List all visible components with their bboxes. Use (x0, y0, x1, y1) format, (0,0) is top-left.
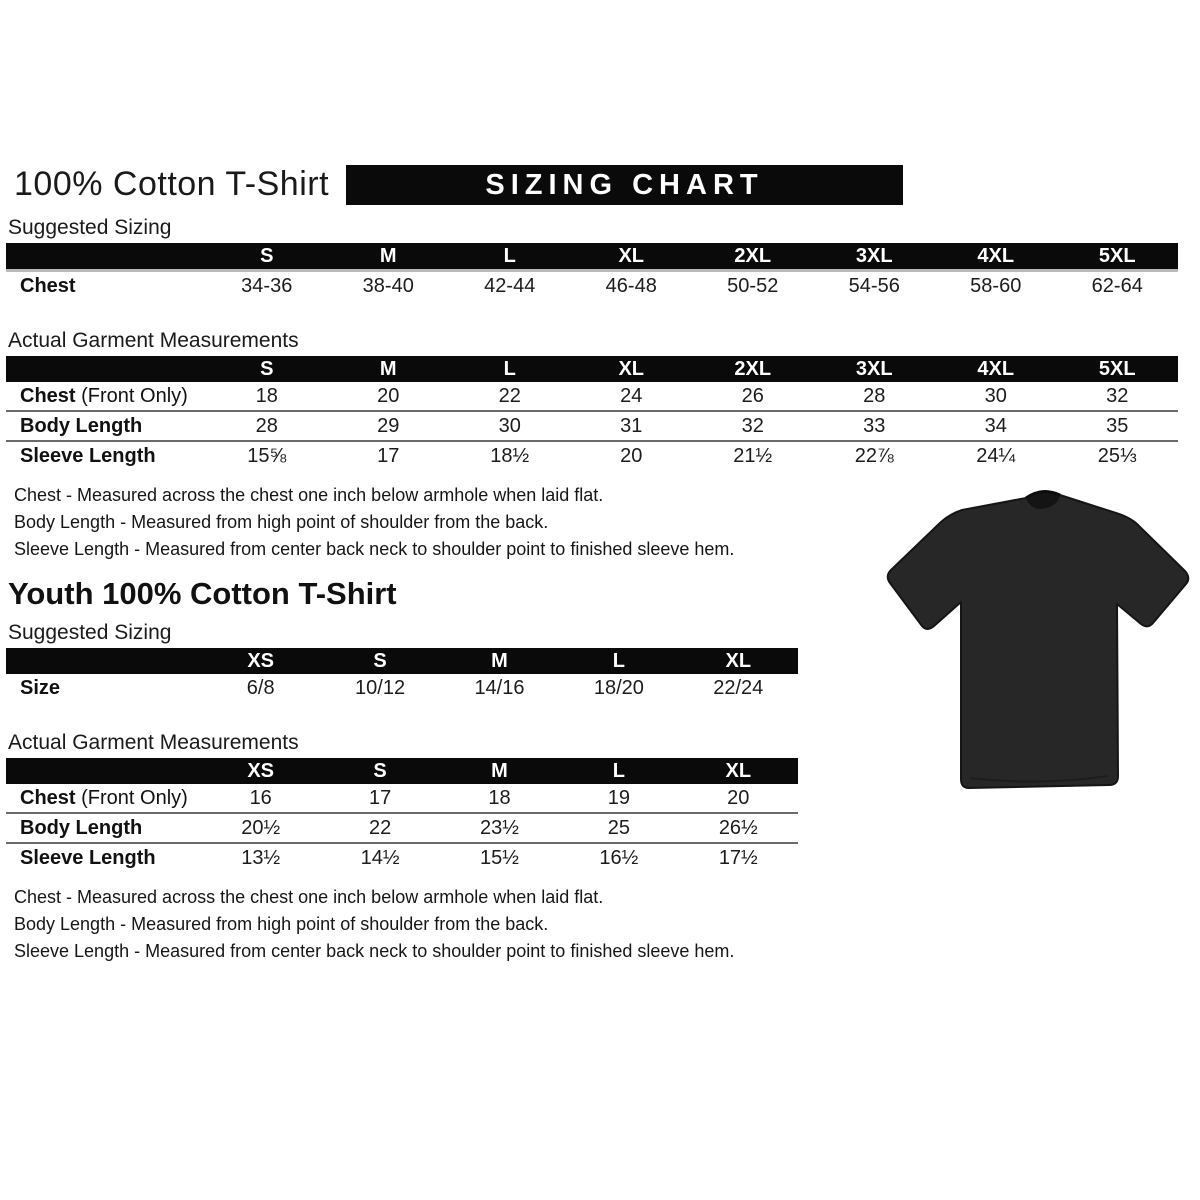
table-cell: 15½ (440, 843, 559, 872)
row-label: Chest (Front Only) (20, 786, 188, 809)
column-header: XL (571, 243, 693, 271)
table-cell: 30 (984, 384, 1007, 407)
table-cell: 26 (741, 384, 764, 407)
table-cell: 22 (320, 813, 439, 843)
column-header: XS (201, 758, 320, 784)
table-cell: 30 (449, 411, 571, 441)
table-cell: 25 (559, 813, 678, 843)
column-header: M (328, 356, 450, 382)
title-row (6, 163, 1194, 207)
table-cell: 22/24 (713, 677, 764, 699)
table-cell: 21½ (692, 441, 814, 470)
table-cell: 34-36 (241, 275, 293, 297)
table-cell: 32 (692, 411, 814, 441)
note-chest: Chest - Measured across the chest one inch below armhole when laid flat. (14, 887, 604, 907)
table-cell: 34 (935, 411, 1057, 441)
table-cell: 14½ (320, 843, 439, 872)
column-header: M (328, 243, 450, 271)
youth-section-title: Youth 100% Cotton T-Shirt (8, 576, 397, 611)
column-header: S (320, 758, 439, 784)
column-header: 5XL (1057, 356, 1179, 382)
note-body-length: Body Length - Measured from high point of shoulder from the back. (14, 914, 549, 934)
table-row (6, 784, 798, 813)
column-header: L (449, 243, 571, 271)
note-chest: Chest - Measured across the chest one inch below armhole when laid flat. (14, 485, 604, 505)
table-cell: 24 (620, 384, 643, 407)
table-cell: 54-56 (848, 275, 900, 297)
table-cell: 42-44 (484, 275, 536, 297)
column-header: XL (679, 758, 798, 784)
column-header: 2XL (692, 243, 814, 271)
adult-actual-measurements-table (6, 356, 1178, 470)
table-cell: 22 (498, 384, 521, 407)
table-cell: 13½ (201, 843, 320, 872)
table-cell: 62-64 (1091, 275, 1143, 297)
corner-cell (6, 356, 206, 382)
column-header: L (449, 356, 571, 382)
adult-suggested-sizing-table (6, 243, 1178, 301)
youth-suggested-sizing-label: Suggested Sizing (8, 621, 172, 644)
column-header: S (206, 243, 328, 271)
table-cell: 46-48 (605, 275, 657, 297)
table-row (6, 382, 1178, 411)
corner-cell (6, 648, 201, 674)
row-label: Chest (20, 275, 76, 297)
tshirt-image (880, 468, 1200, 816)
row-label: Size (20, 677, 61, 699)
table-row (6, 411, 1178, 441)
table-cell: 20½ (201, 813, 320, 843)
table-cell: 17 (368, 786, 392, 809)
column-header: S (320, 648, 439, 674)
column-header: 3XL (814, 356, 936, 382)
table-cell: 18 (255, 384, 278, 407)
table-cell: 58-60 (970, 275, 1022, 297)
table-cell: 18/20 (593, 677, 644, 699)
header-row (6, 758, 798, 784)
table-cell: 18 (488, 786, 511, 809)
table-row (6, 843, 798, 872)
table-cell: 28 (863, 384, 886, 407)
table-cell: 6/8 (246, 677, 275, 699)
spacer (6, 301, 1194, 323)
table-cell: 24¼ (935, 441, 1057, 470)
header-row (6, 648, 798, 674)
table-cell: 16½ (559, 843, 678, 872)
table-cell: 31 (571, 411, 693, 441)
column-header: XL (679, 648, 798, 674)
table-cell: 29 (328, 411, 450, 441)
table-cell: 38-40 (362, 275, 414, 297)
header-row (6, 356, 1178, 382)
table-cell: 20 (727, 786, 750, 809)
page-title: 100% Cotton T-Shirt (14, 165, 330, 203)
table-cell: 17 (328, 441, 450, 470)
corner-cell (6, 758, 201, 784)
table-cell: 28 (206, 411, 328, 441)
column-header: L (559, 758, 678, 784)
note-sleeve-length: Sleeve Length - Measured from center back neck to shoulder point to finished sleeve hem. (14, 539, 735, 559)
table-cell: 20 (377, 384, 400, 407)
row-label: Body Length (6, 813, 201, 843)
table-cell: 32 (1106, 384, 1129, 407)
column-header: M (440, 758, 559, 784)
column-header: 2XL (692, 356, 814, 382)
column-header: 5XL (1057, 243, 1179, 271)
note-sleeve-length: Sleeve Length - Measured from center back neck to shoulder point to finished sleeve hem. (14, 941, 735, 961)
header-row (6, 243, 1178, 271)
youth-actual-measurements-label: Actual Garment Measurements (8, 731, 299, 754)
table-cell: 22⅞ (814, 441, 936, 470)
column-header: XS (201, 648, 320, 674)
table-cell: 20 (571, 441, 693, 470)
table-cell: 15⅝ (206, 441, 328, 470)
table-cell: 23½ (440, 813, 559, 843)
table-row (6, 674, 798, 703)
youth-suggested-sizing-table (6, 648, 798, 703)
table-cell: 35 (1057, 411, 1179, 441)
adult-suggested-sizing-label: Suggested Sizing (8, 216, 172, 239)
table-cell: 25⅓ (1057, 441, 1179, 470)
table-row (6, 813, 798, 843)
table-cell: 10/12 (355, 677, 406, 699)
row-label: Body Length (6, 411, 206, 441)
table-cell: 26½ (679, 813, 798, 843)
column-header: S (206, 356, 328, 382)
table-cell: 17½ (679, 843, 798, 872)
column-header: L (559, 648, 678, 674)
column-header: 4XL (935, 243, 1057, 271)
table-cell: 19 (607, 786, 630, 809)
table-cell: 50-52 (727, 275, 779, 297)
column-header: M (440, 648, 559, 674)
row-label: Sleeve Length (6, 441, 206, 470)
table-row (6, 441, 1178, 470)
youth-actual-measurements-table (6, 758, 798, 872)
row-label: Chest (Front Only) (20, 384, 188, 407)
sizing-chart-banner-label: SIZING CHART (485, 168, 764, 201)
table-row (6, 271, 1178, 302)
column-header: 4XL (935, 356, 1057, 382)
corner-cell (6, 243, 206, 271)
table-cell: 33 (814, 411, 936, 441)
column-header: XL (571, 356, 693, 382)
sizing-chart-banner (346, 165, 903, 205)
table-cell: 18½ (449, 441, 571, 470)
table-cell: 16 (249, 786, 272, 809)
column-header: 3XL (814, 243, 936, 271)
note-body-length: Body Length - Measured from high point of shoulder from the back. (14, 512, 549, 532)
table-cell: 14/16 (474, 677, 525, 699)
adult-actual-measurements-label: Actual Garment Measurements (8, 329, 299, 352)
row-label: Sleeve Length (6, 843, 201, 872)
youth-measurement-notes (6, 884, 1194, 964)
